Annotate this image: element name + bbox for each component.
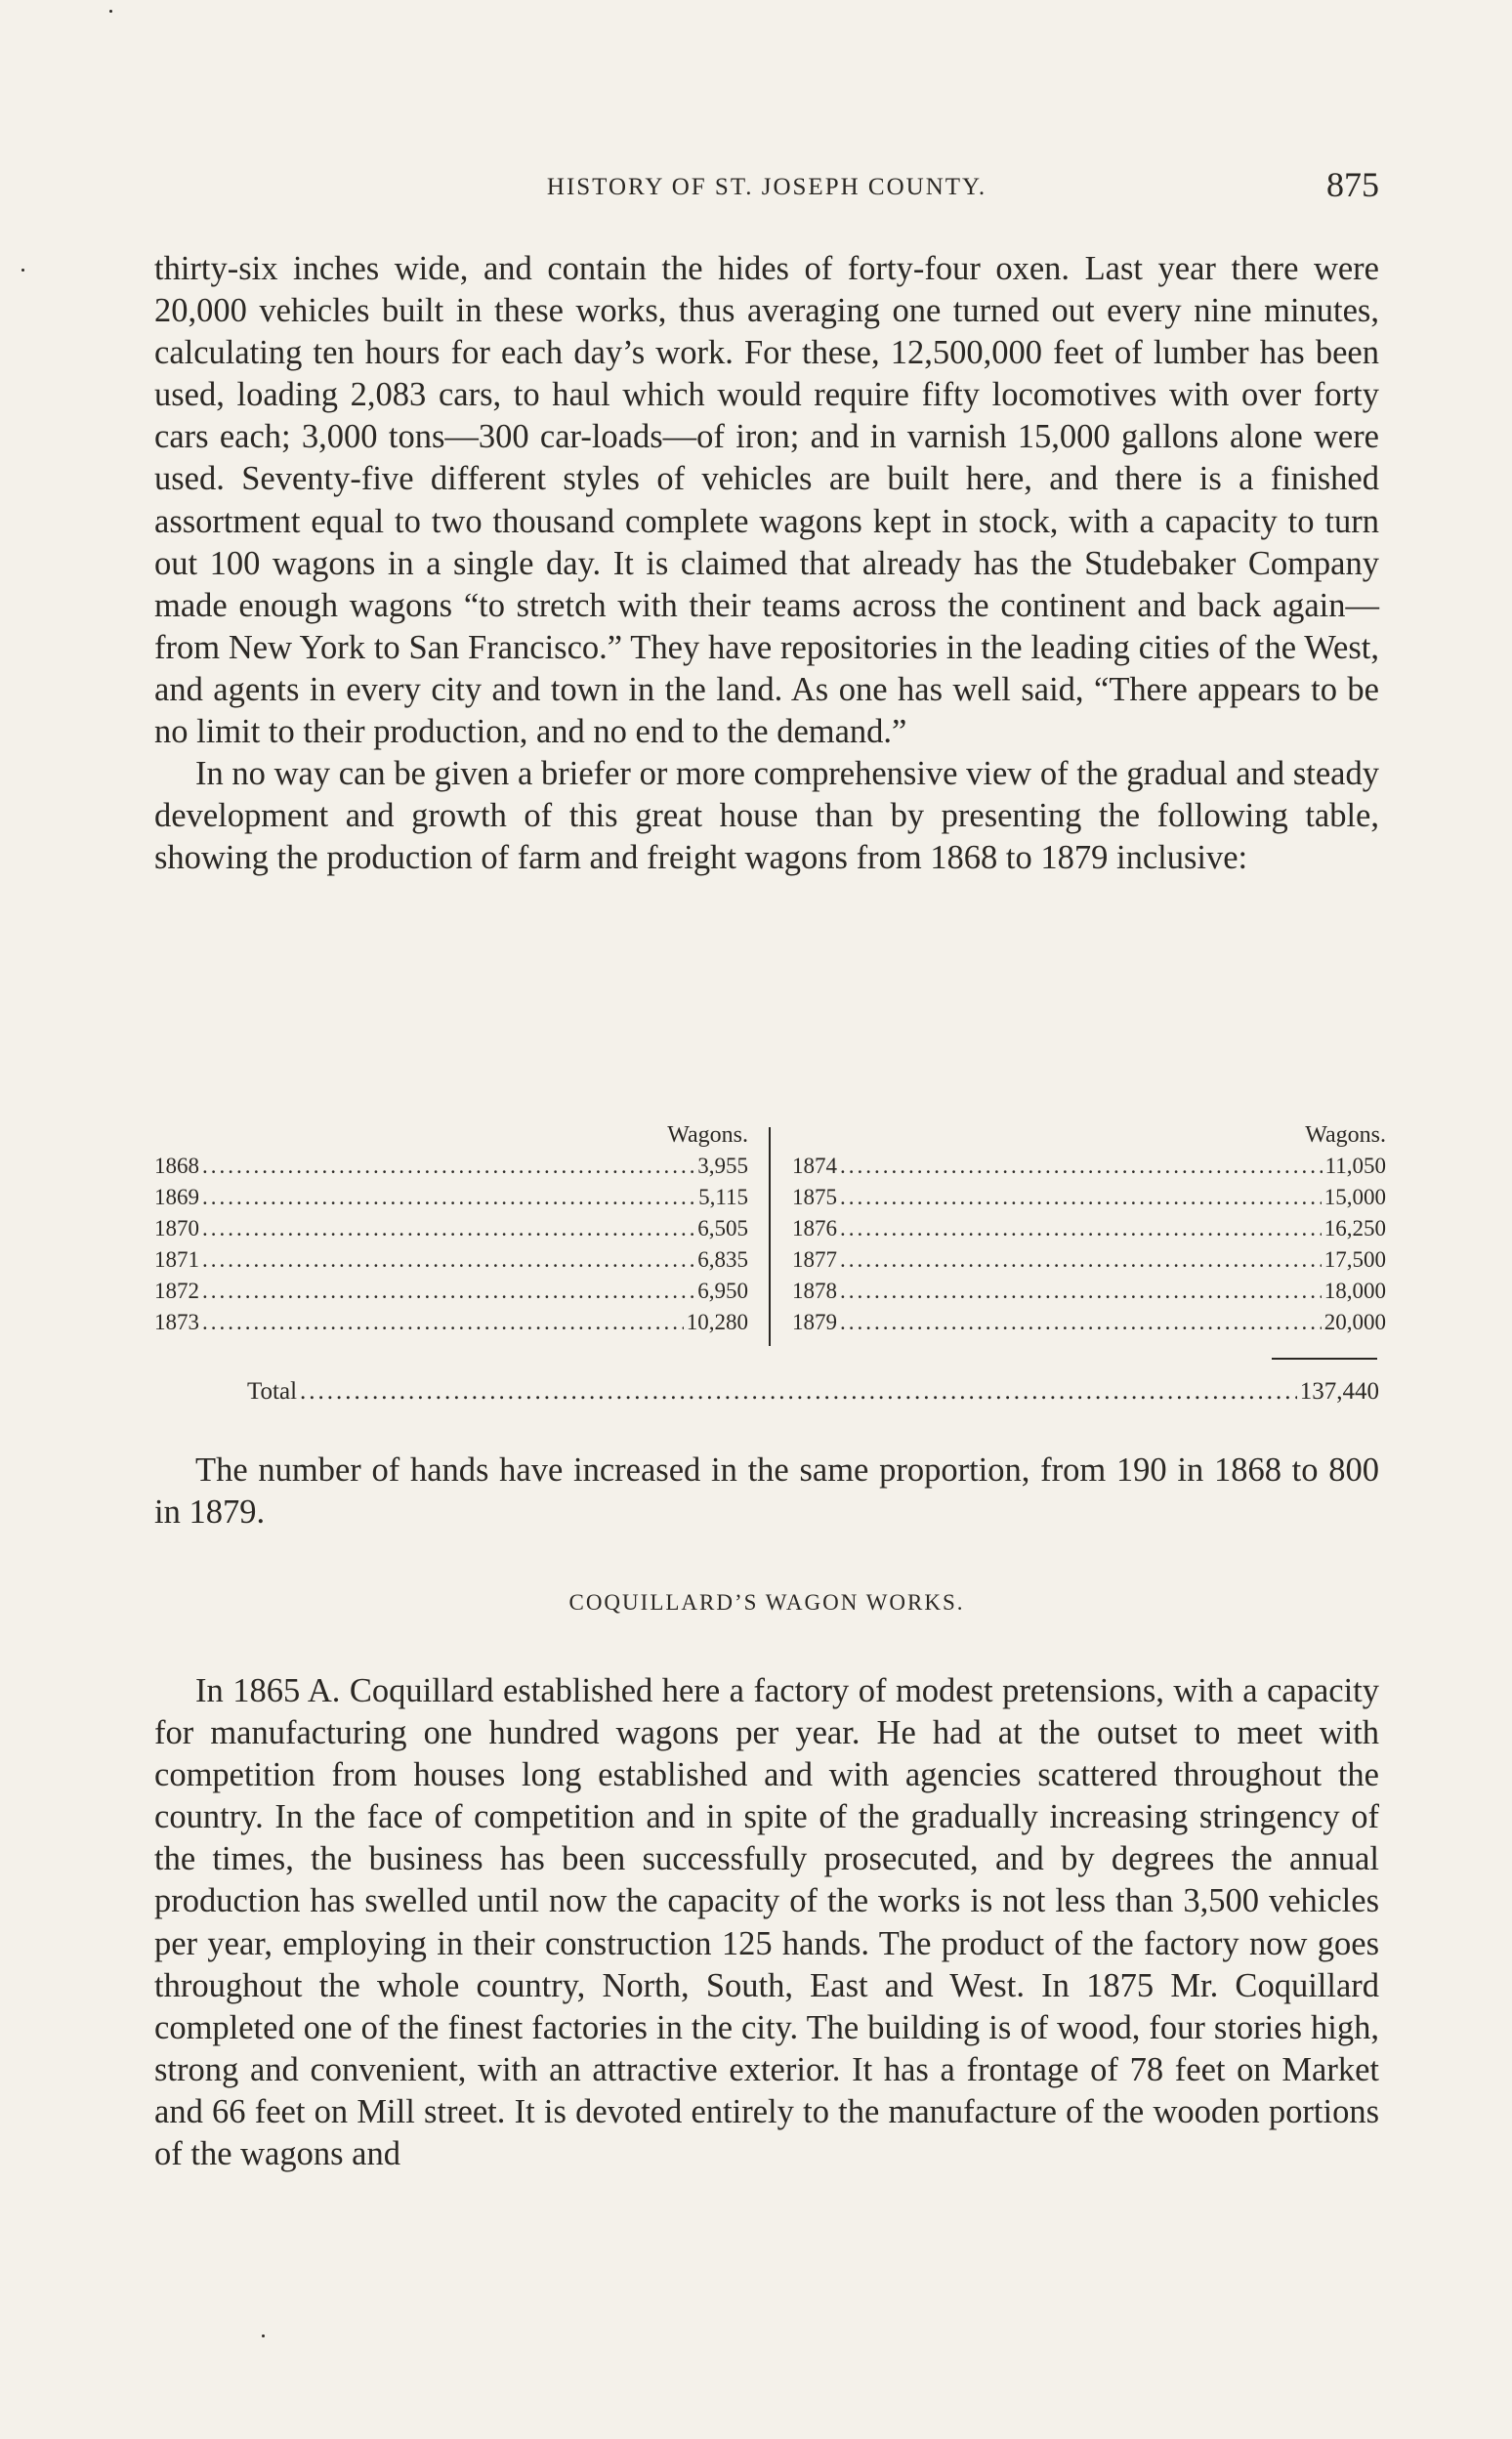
table-row: 1877 ..... 17,500	[792, 1244, 1386, 1276]
table-row: 1874 ..... 11,050	[792, 1151, 1386, 1182]
paragraph-coquillard: In 1865 A. Coquillard established here a factory of modest pretensions, with a capacity for manufacturing one hundred wagons per year. He had at the outset to meet with competition from houses long established and with agencies scattered throughout the country. In the face of competition and in spite of the gradually increasing stringency of the times, the business has been successfully prosecuted, and by degrees the annual production has swelled until now the capacity of the works is not less than 3,500 vehicles per year, employing in their construction 125 hands. The product of the factory now goes throughout the whole country, North, South, East and West. In 1875 Mr. Coquillard completed one of the finest factories in the city. The building is of wood, four stories high, strong and convenient, with an attractive exterior. It has a frontage of 78 feet on Market and 66 feet on Mill street. It is devoted entirely to the manufacture of the wooden portions of the wagons and	[154, 1672, 1379, 2173]
column-header: Wagons.	[1305, 1122, 1386, 1148]
table-row: 1873 ..... 10,280	[154, 1307, 748, 1338]
section-heading: COQUILLARD’S WAGON WORKS.	[568, 1590, 965, 1615]
body-text-top	[154, 248, 1379, 879]
table-row: 1869 ..... 5,115	[154, 1182, 748, 1213]
column-header: Wagons.	[667, 1122, 748, 1148]
column-divider	[769, 1127, 771, 1346]
total-rule	[1272, 1358, 1377, 1360]
ink-speck	[262, 2334, 265, 2337]
total-label: Total	[247, 1378, 298, 1405]
production-table	[154, 1119, 1386, 1354]
page-number: 875	[1326, 165, 1379, 204]
table-row: 1878 ..... 18,000	[792, 1276, 1386, 1307]
table-row: 1871 ..... 6,835	[154, 1244, 748, 1276]
table-row: 1875 ..... 15,000	[792, 1182, 1386, 1213]
table-row: 1879 ..... 20,000	[792, 1307, 1386, 1338]
table-row: 1872 ..... 6,950	[154, 1276, 748, 1307]
table-row: 1868 ..... 3,955	[154, 1151, 748, 1182]
table-total-row	[247, 1375, 1379, 1409]
body-text-bottom	[154, 1670, 1379, 2175]
table-column-left	[154, 1119, 748, 1338]
paragraph-hands: The number of hands have increased in the same proportion, from 190 in 1868 to 800 in 1879.	[154, 1451, 1379, 1532]
table-column-right	[792, 1119, 1386, 1338]
paragraph-studebaker-output: thirty-six inches wide, and contain the hides of forty-four oxen. Last year there were 20,000 vehicles built in these works, thus averaging one turned out every nine minutes, calculating ten hours for each day’s work. For these, 12,500,000 feet of lumber has been used, loading 2,083 cars, to haul which would require fifty locomotives with over forty cars each; 3,000 tons—300 car-loads—of iron; and in varnish 15,000 gallons alone were used. Seventy-five different styles of vehicles are built here, and there is a finished assortment equal to two thousand complete wagons kept in stock, with a capacity to turn out 100 wagons in a single day. It is claimed that already has the Studebaker Company made enough wagons “to stretch with their teams across the continent and back again—from New York to San Francisco.” They have repositories in the leading cities of the West, and agents in every city and town in the land. As one has well said, “There appears to be no limit to their production, and no end to the demand.”	[154, 250, 1379, 751]
table-row: 1876 ..... 16,250	[792, 1213, 1386, 1244]
total-value: 137,440	[1299, 1378, 1379, 1405]
running-head	[154, 164, 1379, 207]
ink-speck	[109, 10, 112, 13]
table-row: 1870 ..... 6,505	[154, 1213, 748, 1244]
body-text-middle	[154, 1450, 1379, 1534]
ink-speck	[21, 269, 24, 272]
running-title: HISTORY OF ST. JOSEPH COUNTY.	[546, 174, 987, 200]
paragraph-table-intro: In no way can be given a briefer or more comprehensive view of the gradual and steady development and growth of this great house than by presenting the following table, showing the production of farm and freight wagons from 1868 to 1879 inclusive:	[154, 755, 1379, 877]
